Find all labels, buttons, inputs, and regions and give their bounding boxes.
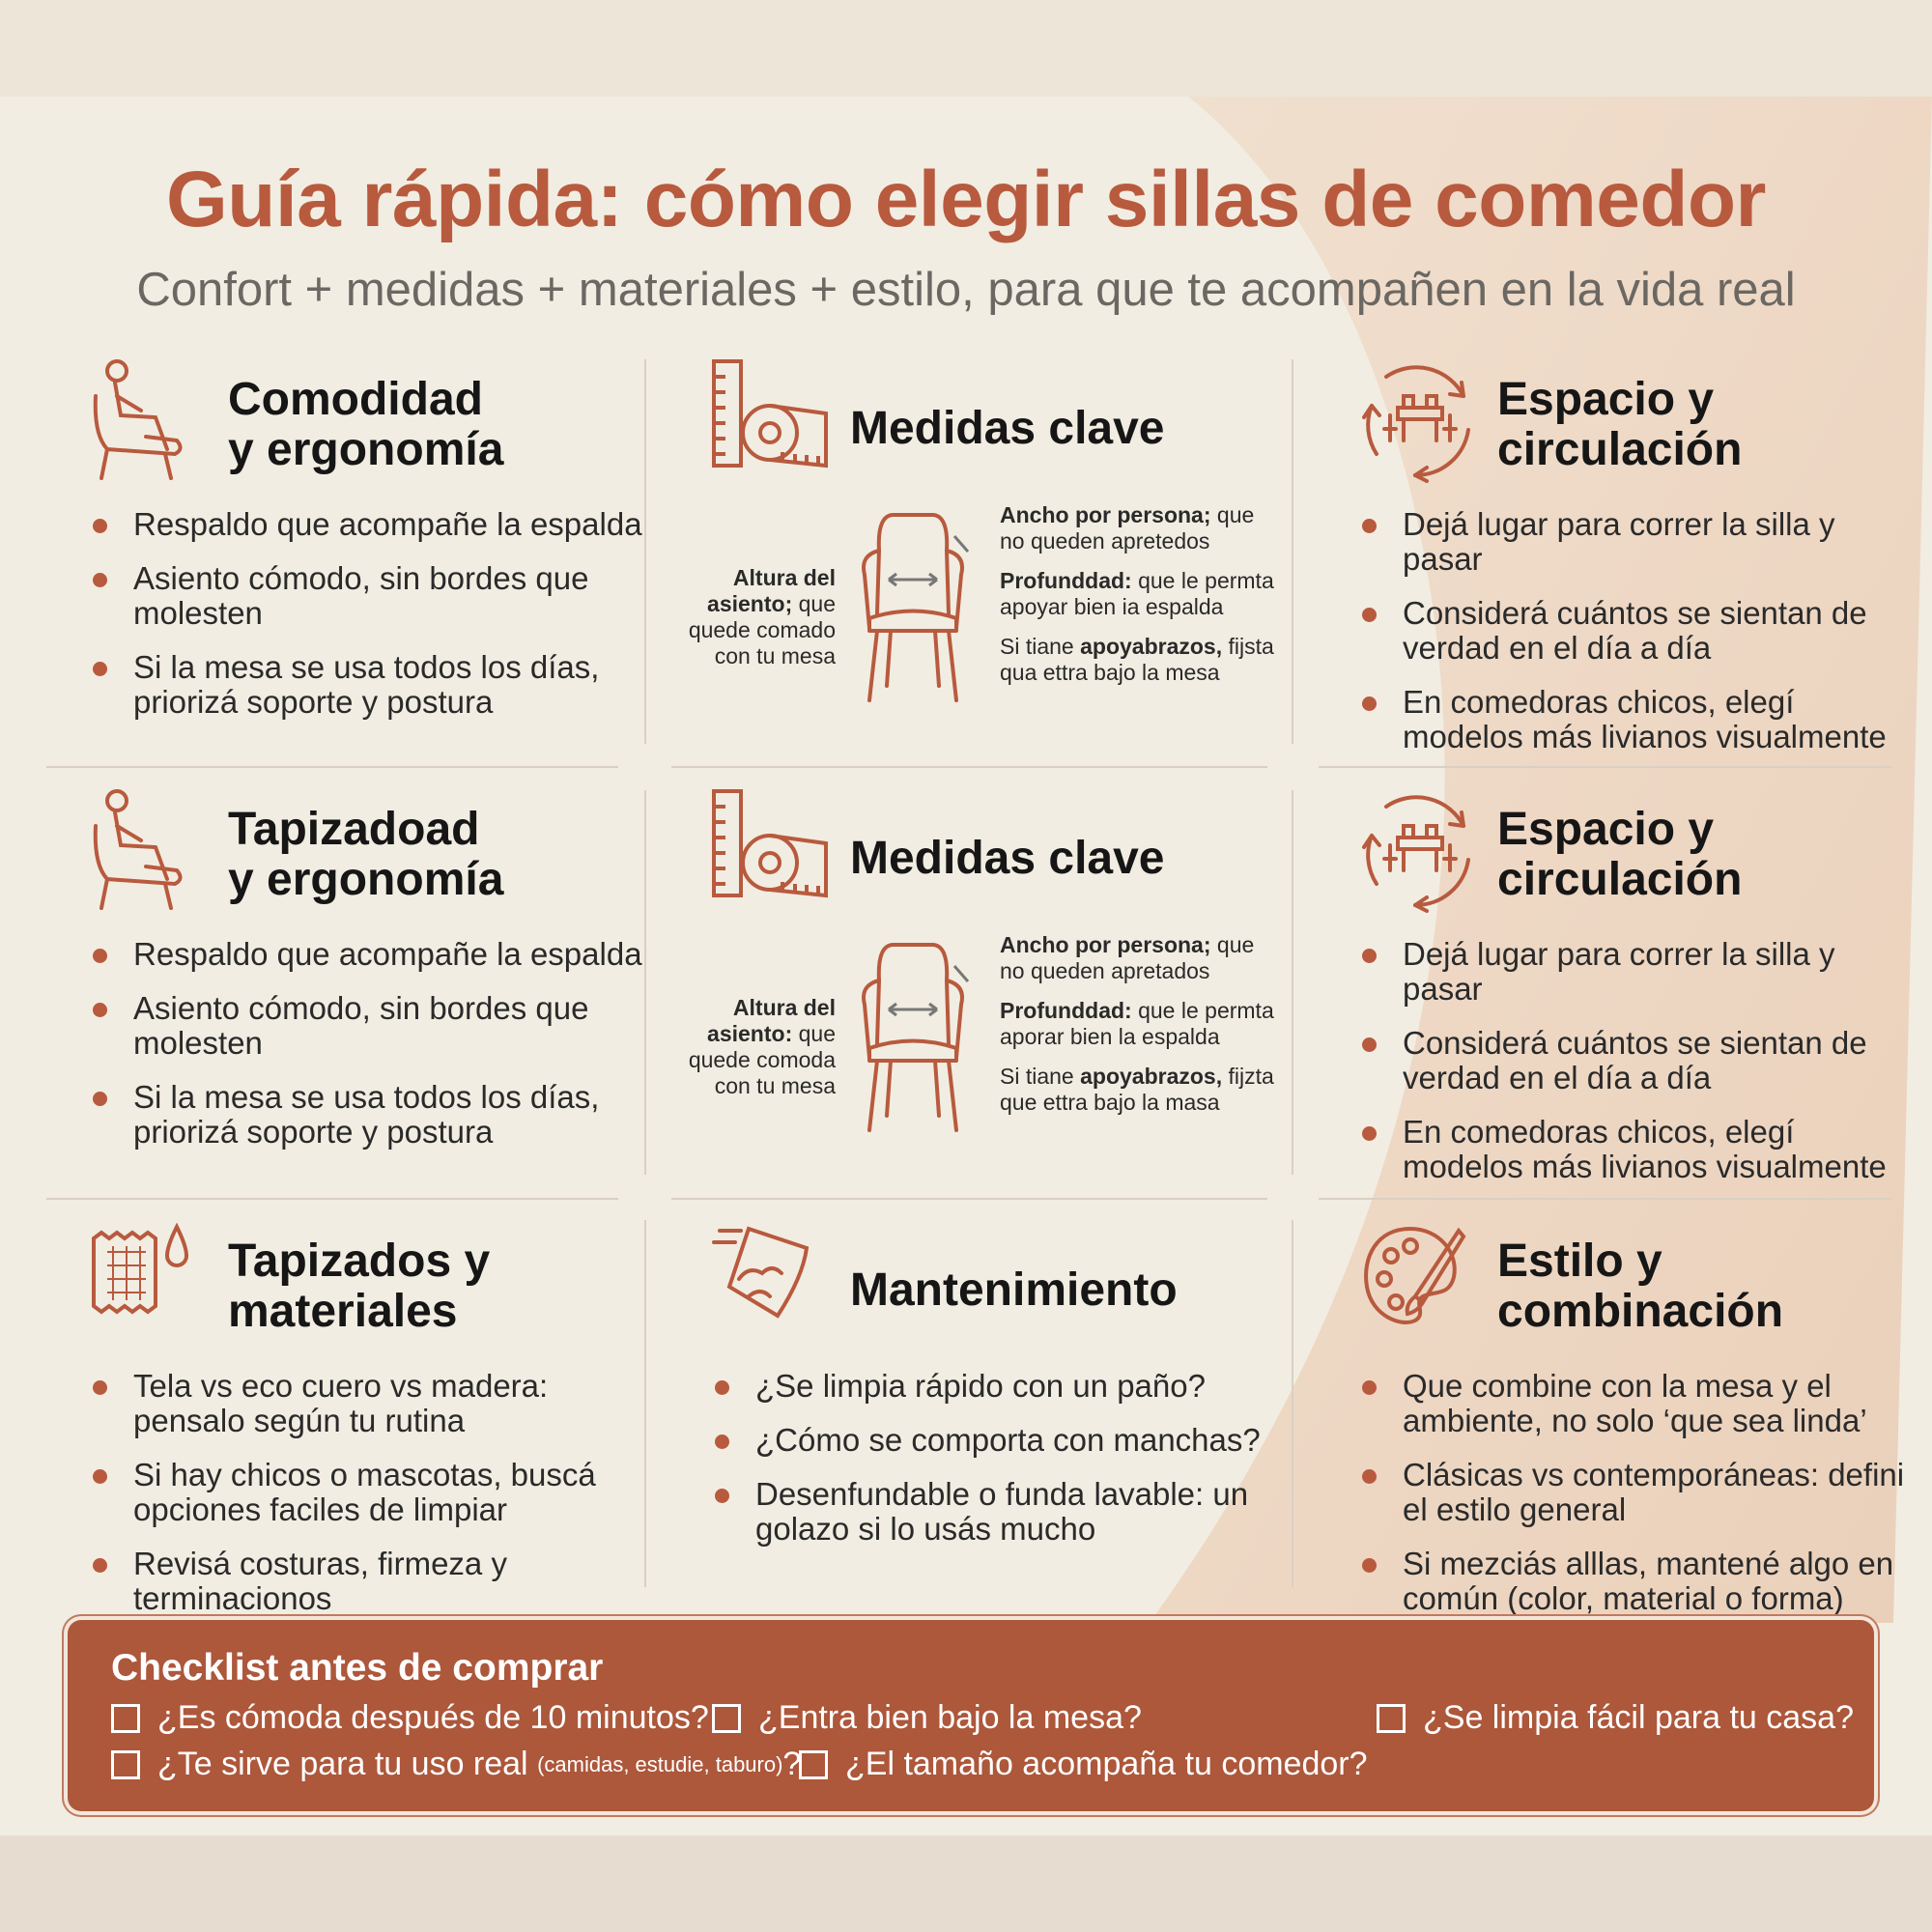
- card-title: Espacio y circulación: [1497, 804, 1743, 905]
- armrest-note: Si tiane apoyabrazos, fijsta qua ettra bajo la mesa: [1000, 634, 1274, 685]
- card-title: Espacio y circulación: [1497, 374, 1743, 475]
- measure-notes: [1000, 932, 1280, 1129]
- tip-card-mantenimiento: [671, 1219, 1270, 1605]
- cleaning-cloth-icon: [710, 1219, 821, 1345]
- checklist-title: Checklist antes de comprar: [111, 1647, 604, 1689]
- bullet-item: Si la mesa se usa todos los días, priorizá soporte y postura: [93, 650, 648, 720]
- bullet-item: Si mezciás alllas, mantené algo en común (color, material o forma): [1362, 1547, 1918, 1616]
- card-title: Tapizados y materiales: [228, 1236, 491, 1337]
- fabric-drop-icon: [88, 1219, 199, 1345]
- bullet-item: Si hay chicos o mascotas, buscá opciones faciles de limpiar: [93, 1458, 648, 1527]
- table-circulation-icon: [1357, 357, 1468, 483]
- bullet-list: [715, 1369, 1270, 1566]
- divider: [671, 766, 1267, 768]
- measure-notes: [1000, 502, 1280, 699]
- divider: [644, 359, 646, 744]
- card-title: Estilo y combinación: [1497, 1236, 1784, 1337]
- card-title: Comodidad y ergonomía: [228, 374, 504, 475]
- bullet-item: Si la mesa se usa todos los días, priorizá soporte y postura: [93, 1080, 648, 1150]
- checklist-item-label: ¿Se limpia fácil para tu casa?: [1423, 1699, 1854, 1736]
- divider: [671, 1198, 1267, 1200]
- depth-note: Profunddad: que le permta apoyar bien ia espalda: [1000, 568, 1274, 619]
- divider: [46, 766, 618, 768]
- checklist-item-label: ¿Te sirve para tu uso real: [157, 1746, 528, 1782]
- divider: [46, 1198, 618, 1200]
- person-chair-icon: [88, 787, 199, 913]
- divider: [1292, 1220, 1293, 1587]
- bullet-list: [93, 1369, 648, 1635]
- page-title: Guía rápida: cómo elegir sillas de comedor: [166, 156, 1766, 243]
- tip-card-tapizadoad: [49, 787, 648, 1174]
- divider: [1292, 790, 1293, 1175]
- tip-card-medidas-clave: [671, 787, 1274, 1174]
- tip-card-espacio-y: [1319, 357, 1918, 754]
- checklist-item[interactable]: [1377, 1699, 1854, 1737]
- bullet-item: Clásicas vs contemporáneas: defini el estilo general: [1362, 1458, 1918, 1527]
- checkbox[interactable]: [1377, 1704, 1406, 1733]
- chair-diagram: [840, 507, 985, 710]
- bullet-item: Desenfundable o funda lavable: un golazo si lo usás mucho: [715, 1477, 1270, 1547]
- tip-card-comodidad: [49, 357, 648, 744]
- checklist-item[interactable]: [111, 1699, 709, 1737]
- divider: [1292, 359, 1293, 744]
- chair-diagram: [840, 937, 985, 1140]
- measuring-tape-icon: [710, 787, 821, 913]
- bullet-item: Considerá cuántos se sientan de verdad en el día a día: [1362, 596, 1918, 666]
- checklist-panel: [68, 1620, 1874, 1811]
- checklist-item[interactable]: [799, 1746, 1368, 1783]
- card-title: Tapizadoad y ergonomía: [228, 804, 504, 905]
- checklist-item-suffix: ?: [782, 1746, 802, 1782]
- tip-card-tapizados-y: [49, 1219, 648, 1616]
- palette-icon: [1357, 1219, 1468, 1345]
- bullet-item: En comedoras chicos, elegí modelos más livianos visualmente: [1362, 1115, 1918, 1184]
- bullet-list: [1362, 1369, 1918, 1635]
- checklist-item-label: ¿El tamaño acompaña tu comedor?: [845, 1746, 1368, 1782]
- checkbox[interactable]: [111, 1750, 140, 1779]
- table-circulation-icon: [1357, 787, 1468, 913]
- armrest-note: Si tiane apoyabrazos, fijzta que ettra bajo la masa: [1000, 1064, 1274, 1115]
- tip-card-estilo-y: [1319, 1219, 1918, 1616]
- seat-height-note: Altura del asiento: que quede comoda con tu mesa: [688, 995, 836, 1098]
- bullet-list: [93, 937, 648, 1169]
- card-title: Medidas clave: [850, 833, 1165, 884]
- bullet-list: [1362, 507, 1918, 774]
- seat-height-note: Altura del asiento; que quede comado con tu mesa: [688, 565, 836, 668]
- tip-card-espacio-y: [1319, 787, 1918, 1184]
- divider: [644, 1220, 646, 1587]
- bullet-item: Considerá cuántos se sientan de verdad en el día a día: [1362, 1026, 1918, 1095]
- depth-note: Profunddad: que le permta aporar bien la espalda: [1000, 998, 1274, 1049]
- checkbox[interactable]: [111, 1704, 140, 1733]
- bullet-item: Respaldo que acompañe la espalda: [93, 507, 648, 542]
- bullet-item: ¿Cómo se comporta con manchas?: [715, 1423, 1270, 1458]
- divider: [1319, 1198, 1891, 1200]
- bullet-list: [1362, 937, 1918, 1204]
- card-title: Mantenimiento: [850, 1264, 1178, 1316]
- checklist-item-note: (camidas, estudie, taburo): [537, 1751, 783, 1776]
- divider: [644, 790, 646, 1175]
- bullet-item: Que combine con la mesa y el ambiente, no solo ‘que sea linda’: [1362, 1369, 1918, 1438]
- width-note: Ancho por persona; que no queden apretedos: [1000, 502, 1255, 554]
- bullet-item: Asiento cómodo, sin bordes que molesten: [93, 991, 648, 1061]
- bullet-item: ¿Se limpia rápido con un paño?: [715, 1369, 1270, 1404]
- checkbox[interactable]: [799, 1750, 828, 1779]
- checklist-item[interactable]: [712, 1699, 1142, 1737]
- person-chair-icon: [88, 357, 199, 483]
- card-title: Medidas clave: [850, 403, 1165, 454]
- width-note: Ancho por persona; que no queden apretados: [1000, 932, 1255, 983]
- bullet-item: Dejá lugar para correr la silla y pasar: [1362, 507, 1918, 577]
- bullet-item: Tela vs eco cuero vs madera: pensalo según tu rutina: [93, 1369, 648, 1438]
- checklist-item-label: ¿Es cómoda después de 10 minutos?: [157, 1699, 709, 1736]
- checkbox[interactable]: [712, 1704, 741, 1733]
- measuring-tape-icon: [710, 357, 821, 483]
- bullet-item: Asiento cómodo, sin bordes que molesten: [93, 561, 648, 631]
- bullet-item: Revisá costuras, firmeza y terminacionos: [93, 1547, 648, 1616]
- bullet-item: Respaldo que acompañe la espalda: [93, 937, 648, 972]
- divider: [1319, 766, 1891, 768]
- checklist-item-label: ¿Entra bien bajo la mesa?: [758, 1699, 1142, 1736]
- tip-card-medidas-clave: [671, 357, 1274, 744]
- page-subtitle: Confort + medidas + materiales + estilo, para que te acompañen en la vida real: [136, 264, 1796, 316]
- bullet-list: [93, 507, 648, 739]
- bullet-item: Dejá lugar para correr la silla y pasar: [1362, 937, 1918, 1007]
- bullet-item: En comedoras chicos, elegí modelos más livianos visualmente: [1362, 685, 1918, 754]
- checklist-item[interactable]: [111, 1746, 801, 1783]
